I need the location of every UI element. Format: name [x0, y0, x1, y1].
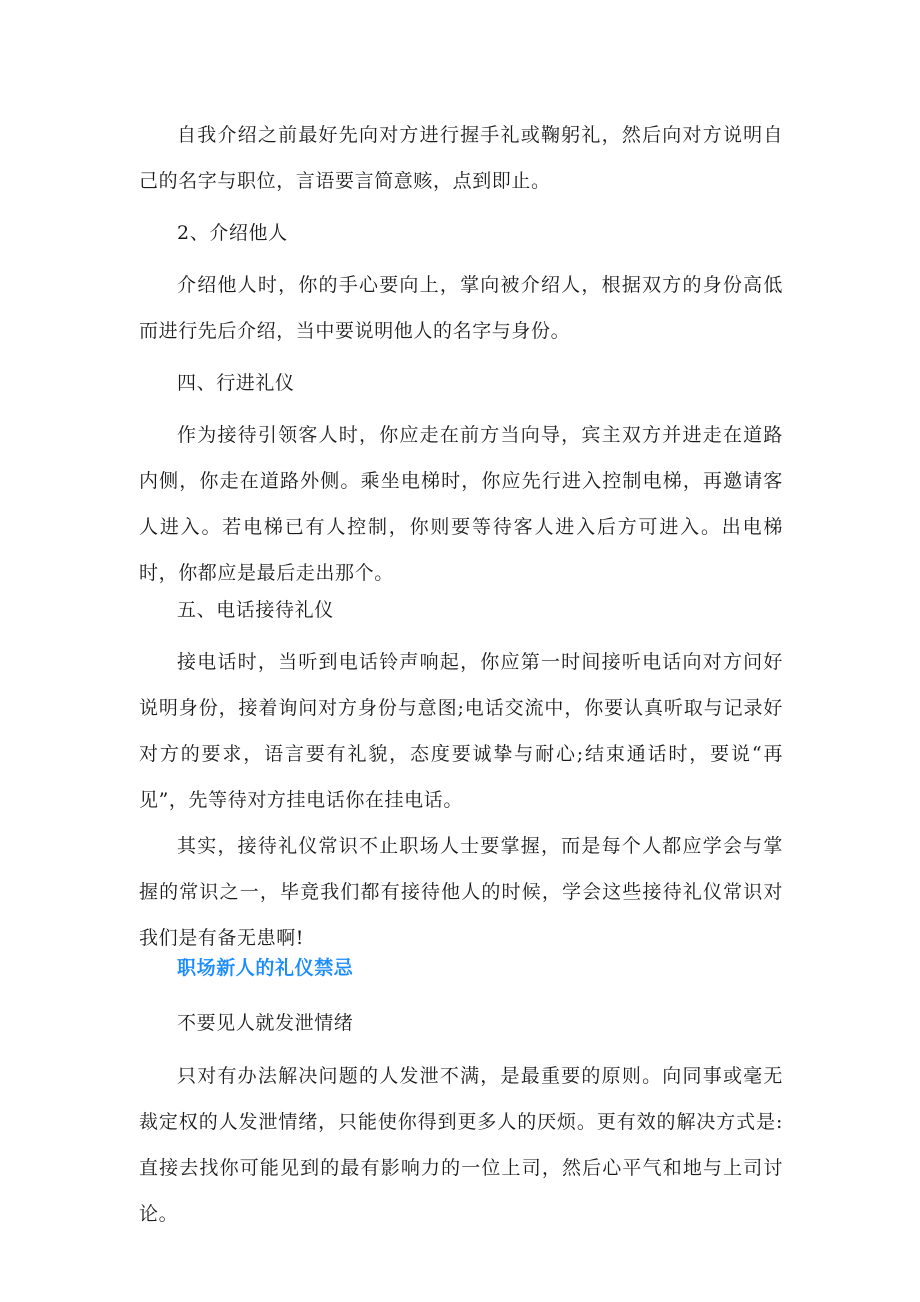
section-heading-workplace-taboos: 职场新人的礼仪禁忌: [177, 957, 354, 979]
subheading-walking-etiquette: 四、行进礼仪: [177, 372, 295, 394]
subheading-phone-etiquette: 五、电话接待礼仪: [177, 599, 334, 621]
paragraph-introduce-others: 介绍他人时，你的手心要向上，掌向被介绍人，根据双方的身份高低而进行先后介绍，当中要说明他人的名字与身份。: [139, 274, 783, 342]
paragraph-self-introduction: 自我介绍之前最好先向对方进行握手礼或鞠躬礼，然后向对方说明自己的名字与职位，言语要言简意赅，点到即止。: [139, 124, 783, 192]
subheading-introduce-others: 2、介绍他人: [177, 222, 288, 244]
subheading-dont-vent: 不要见人就发泄情绪: [177, 1012, 354, 1034]
paragraph-dont-vent: 只对有办法解决问题的人发泄不满，是最重要的原则。向同事或毫无裁定权的人发泄情绪，只能使你得到更多人的厌烦。更有效的解决方式是: 直接去找你可能见到的最有影响力的一位上司，然后心平气和地与上司讨论。: [139, 1065, 783, 1225]
paragraph-phone-etiquette: 接电话时，当听到电话铃声响起，你应第一时间接听电话向对方问好说明身份，接着询问对方身份与意图;电话交流中，你要认真听取与记录好对方的要求，语言要有礼貌，态度要诚挚与耐心;结束通话时，要说“再见”，先等待对方挂电话你在挂电话。: [139, 651, 783, 811]
paragraph-conclusion: 其实，接待礼仪常识不止职场人士要掌握，而是每个人都应学会与掌握的常识之一，毕竟我们都有接待他人的时候，学会这些接待礼仪常识对我们是有备无患啊!: [139, 835, 783, 949]
paragraph-walking-etiquette: 作为接待引领客人时，你应走在前方当向导，宾主双方并进走在道路内侧，你走在道路外侧。乘坐电梯时，你应先行进入控制电梯，再邀请客人进入。若电梯已有人控制，你则要等待客人进入后方可进入。出电梯时，你都应是最后走出那个。: [139, 424, 783, 584]
